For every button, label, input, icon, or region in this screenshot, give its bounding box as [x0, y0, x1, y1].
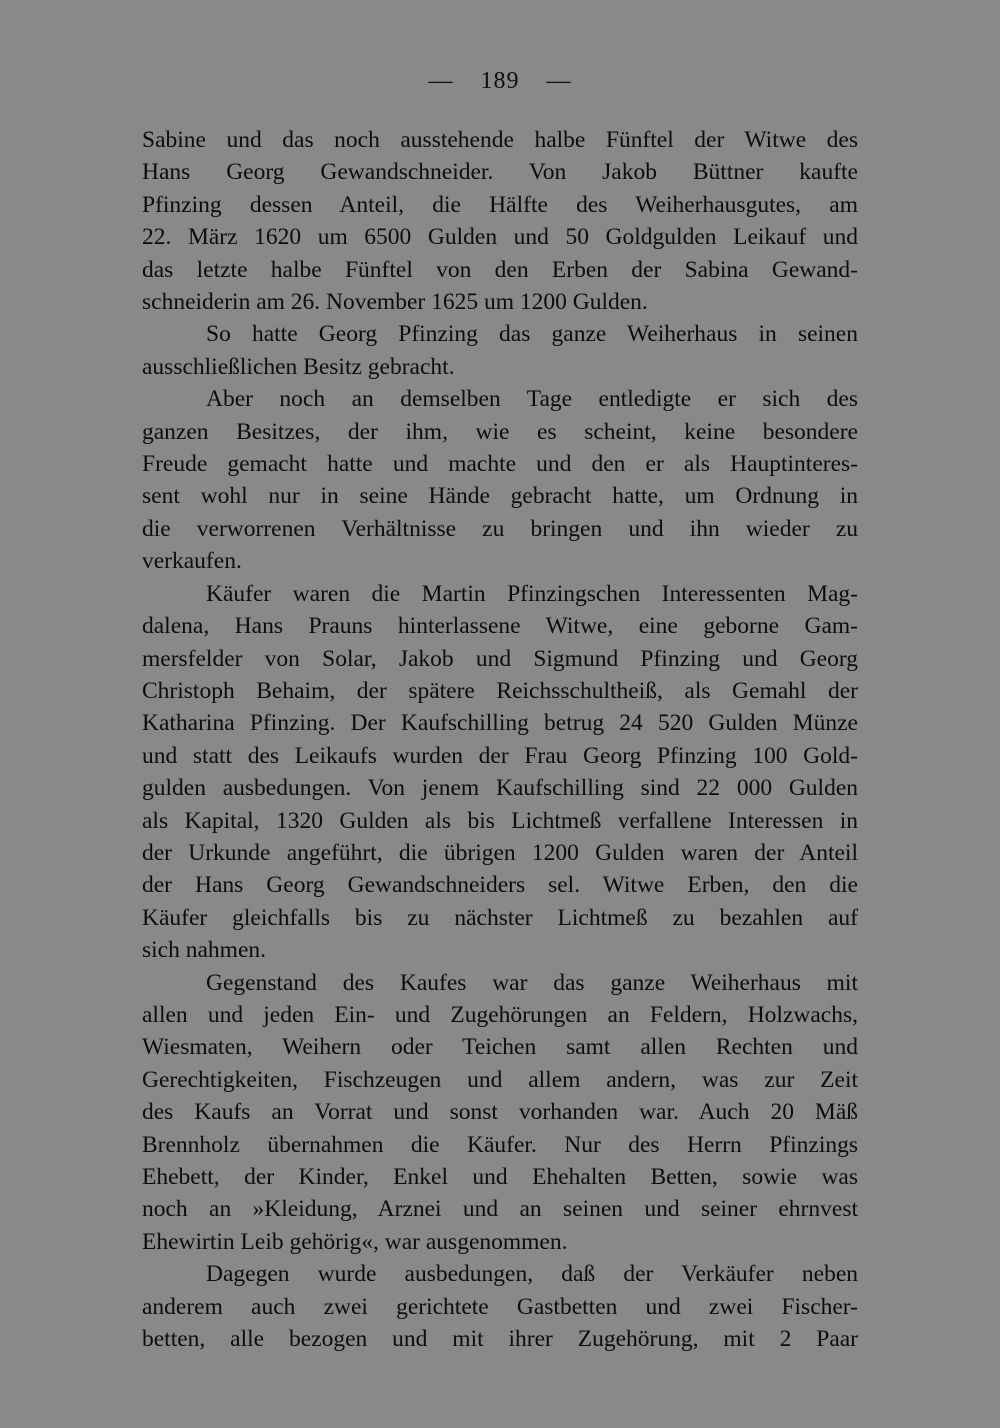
- text-line: Sabine und das noch ausstehende halbe Fünftel der Witwe des: [142, 127, 858, 153]
- text-line: das letzte halbe Fünftel von den Erben der Sabina Gewand-: [142, 256, 858, 283]
- text-line: Brennholz übernahmen die Käufer. Nur des Herrn Pfinzings: [142, 1131, 858, 1158]
- text-line: gulden ausbedungen. Von jenem Kaufschilling sind 22 000 Gulden: [142, 775, 858, 802]
- text-line: Freude gemacht hatte und machte und den er als Hauptinteres-: [142, 451, 858, 478]
- text-line: der Hans Georg Gewandschneiders sel. Witwe Erben, den die: [142, 872, 858, 899]
- text-line: schneiderin am 26. November 1625 um 1200 Gulden.: [142, 289, 648, 316]
- text-line: Pfinzing dessen Anteil, die Hälfte des Weiherhausgutes, am: [142, 191, 858, 218]
- body-text: [142, 124, 858, 1355]
- text-line: Gegenstand des Kaufes war das ganze Weiherhaus mit: [206, 969, 858, 996]
- text-line: Aber noch an demselben Tage entledigte er sich des: [206, 386, 858, 413]
- text-line: ganzen Besitzes, der ihm, wie es scheint, keine besondere: [142, 418, 858, 445]
- text-line: 22. März 1620 um 6500 Gulden und 50 Goldgulden Leikauf und: [142, 224, 858, 251]
- text-line: der Urkunde angeführt, die übrigen 1200 Gulden waren der Anteil: [142, 839, 858, 866]
- text-line: ausschließlichen Besitz gebracht.: [142, 353, 455, 380]
- text-line: Wiesmaten, Weihern oder Teichen samt allen Rechten und: [142, 1034, 858, 1061]
- paragraph: [142, 578, 858, 967]
- text-line: Ehewirtin Leib gehörig«, war ausgenommen.: [142, 1228, 568, 1255]
- page-number: — 189 —: [428, 68, 572, 94]
- paragraph: [142, 318, 858, 383]
- paragraph: [142, 967, 858, 1259]
- text-line: dalena, Hans Prauns hinterlassene Witwe, eine geborne Gam-: [142, 613, 858, 640]
- text-line: anderem auch zwei gerichtete Gastbetten und zwei Fischer-: [142, 1293, 858, 1320]
- text-line: Hans Georg Gewandschneider. Von Jakob Büttner kaufte: [142, 159, 858, 186]
- text-line: und statt des Leikaufs wurden der Frau Georg Pfinzing 100 Gold-: [142, 742, 858, 769]
- text-line: sich nahmen.: [142, 937, 266, 964]
- text-line: die verworrenen Verhältnisse zu bringen und ihn wieder zu: [142, 515, 858, 542]
- text-line: Käufer gleichfalls bis zu nächster Lichtmeß zu bezahlen auf: [142, 904, 858, 931]
- text-line: Gerechtigkeiten, Fischzeugen und allem andern, was zur Zeit: [142, 1066, 858, 1093]
- text-line: mersfelder von Solar, Jakob und Sigmund Pfinzing und Georg: [142, 645, 858, 672]
- text-line: verkaufen.: [142, 548, 242, 575]
- text-line: betten, alle bezogen und mit ihrer Zugehörung, mit 2 Paar: [142, 1326, 858, 1353]
- text-line: sent wohl nur in seine Hände gebracht hatte, um Ordnung in: [142, 483, 858, 510]
- text-line: Käufer waren die Martin Pfinzingschen Interessenten Mag-: [206, 580, 858, 607]
- paragraph: [142, 1258, 858, 1355]
- text-line: Katharina Pfinzing. Der Kaufschilling betrug 24 520 Gulden Münze: [142, 710, 858, 737]
- text-line: So hatte Georg Pfinzing das ganze Weiherhaus in seinen: [206, 321, 858, 348]
- text-line: allen und jeden Ein- und Zugehörungen an Feldern, Holzwachs,: [142, 1001, 858, 1028]
- text-line: als Kapital, 1320 Gulden als bis Lichtmeß verfallene Interessen in: [142, 807, 858, 834]
- text-line: Christoph Behaim, der spätere Reichsschultheiß, als Gemahl der: [142, 677, 858, 704]
- text-line: des Kaufs an Vorrat und sonst vorhanden war. Auch 20 Mäß: [142, 1099, 858, 1126]
- text-line: Dagegen wurde ausbedungen, daß der Verkäufer neben: [206, 1261, 858, 1288]
- paragraph: [142, 124, 858, 318]
- text-line: noch an »Kleidung, Arznei und an seinen und seiner ehrnvest: [142, 1196, 858, 1223]
- paragraph: [142, 383, 858, 577]
- text-line: Ehebett, der Kinder, Enkel und Ehehalten Betten, sowie was: [142, 1164, 858, 1190]
